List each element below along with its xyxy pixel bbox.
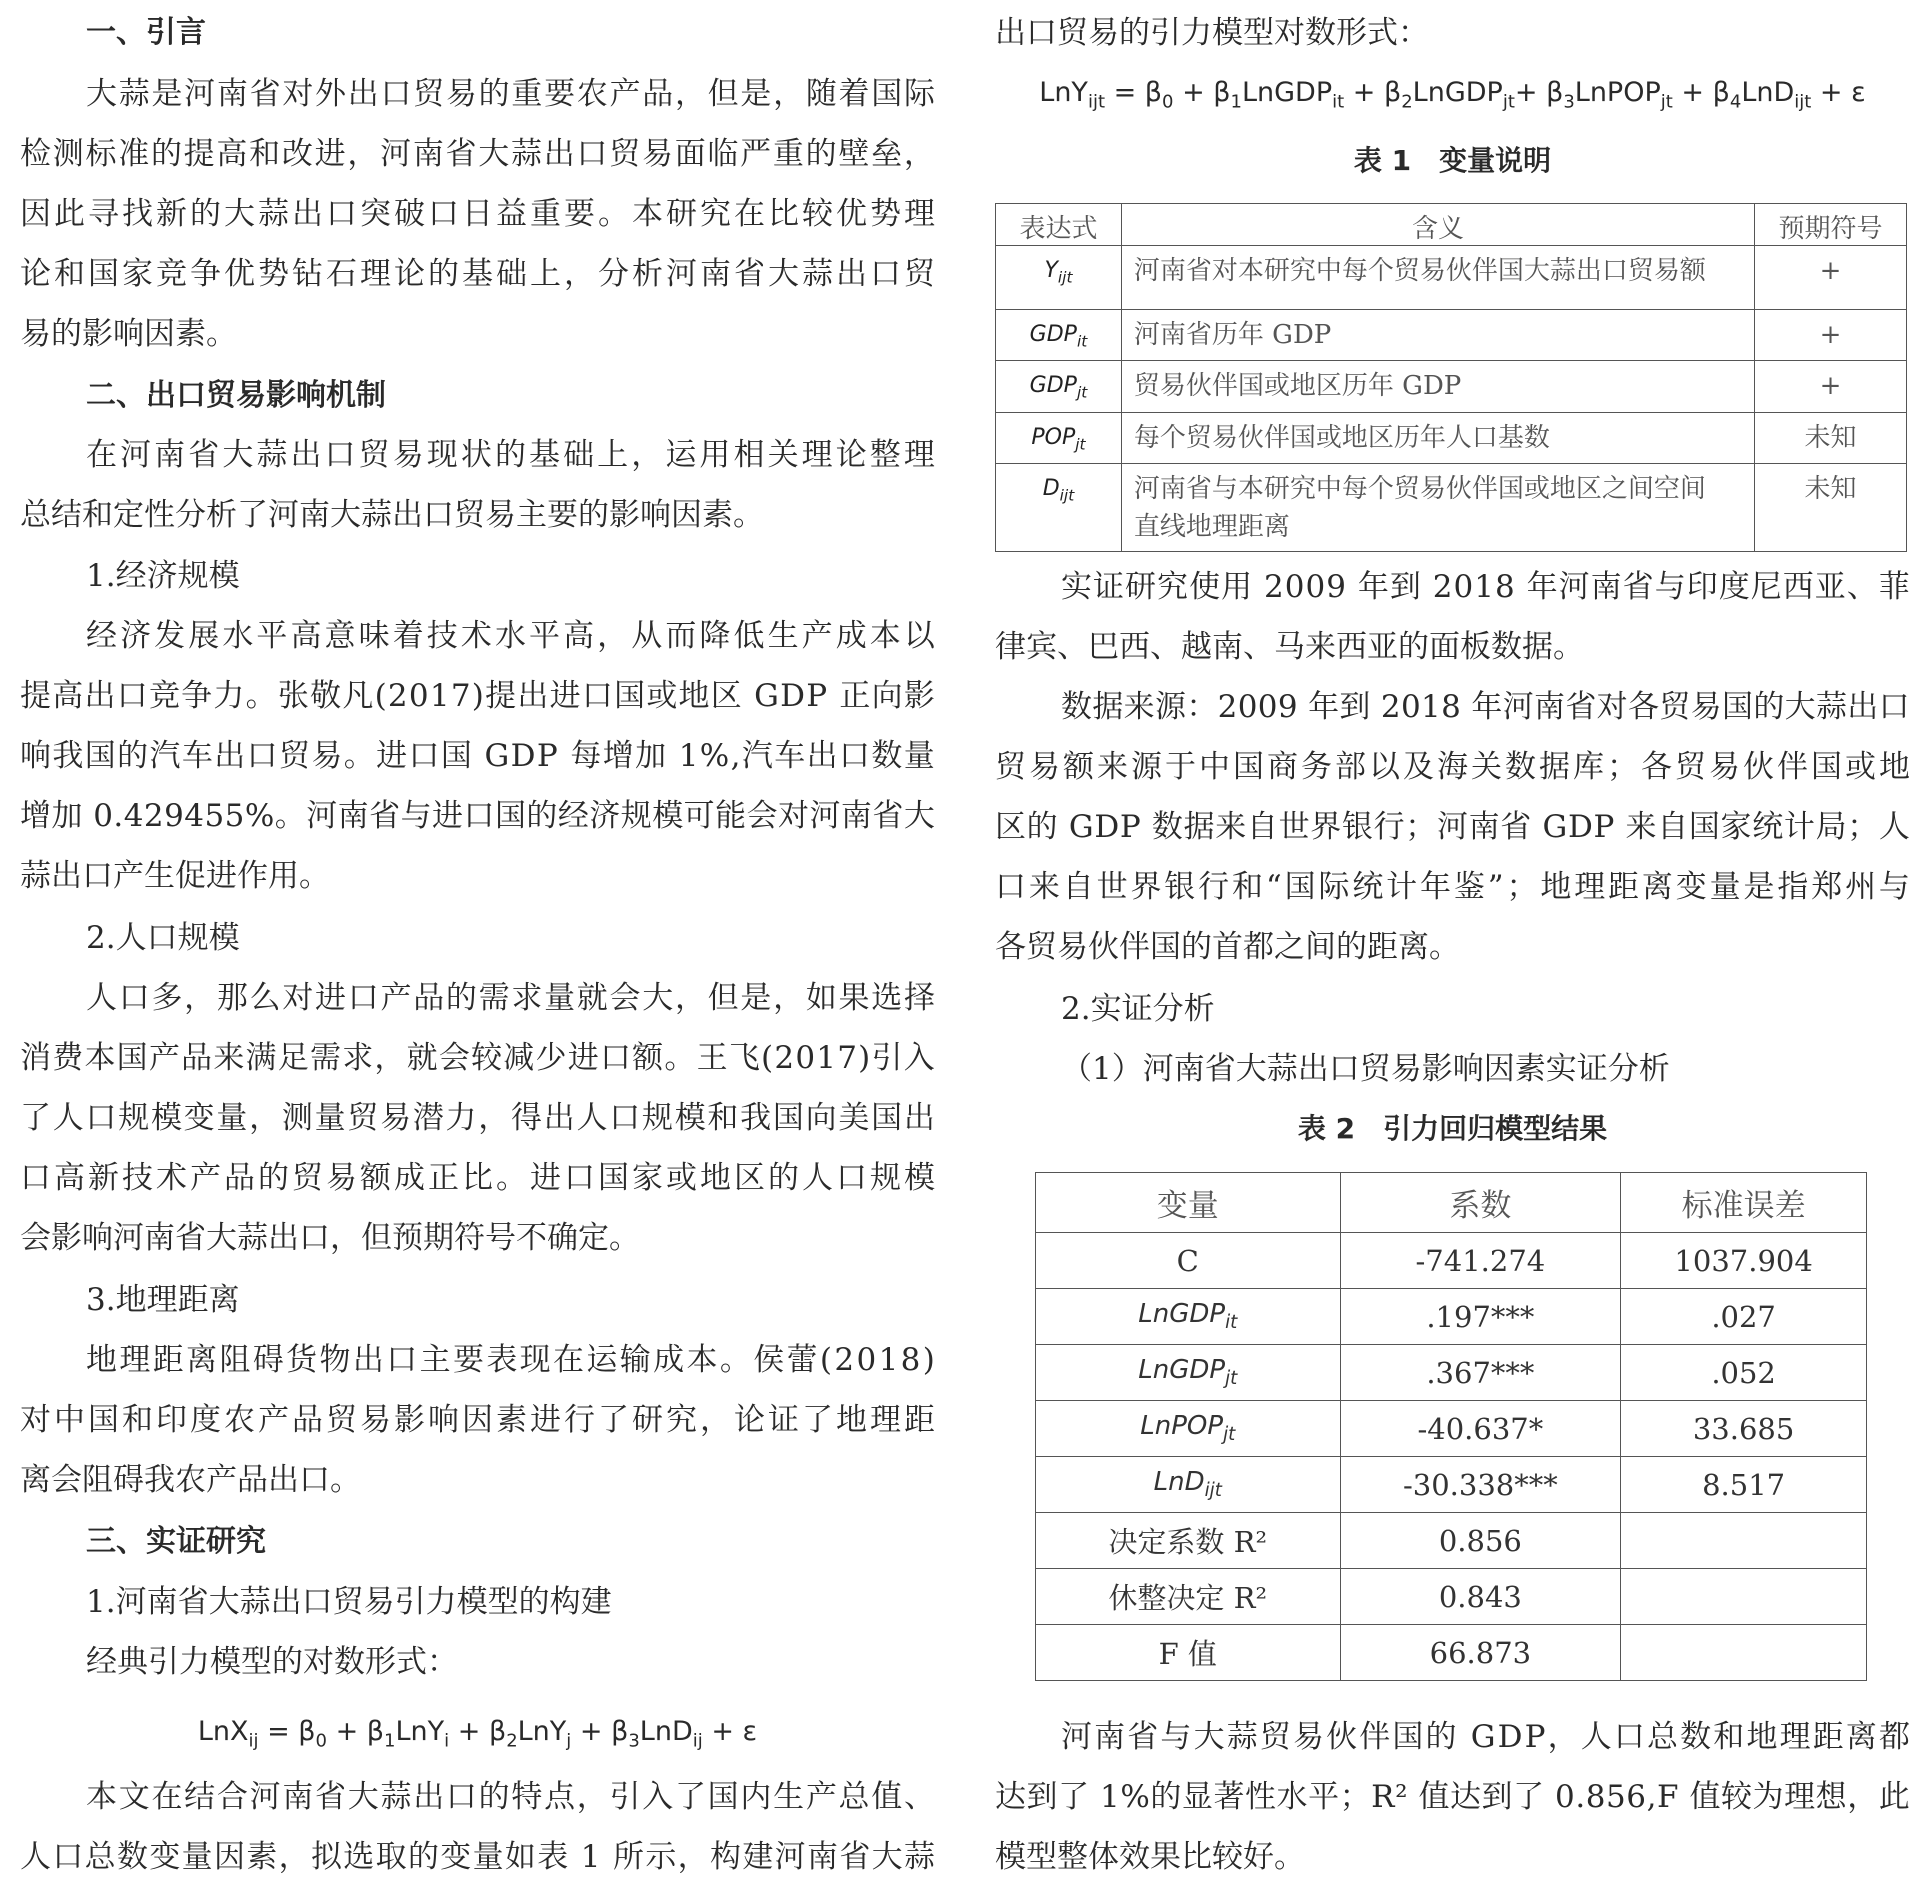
text-line: 易的影响因素。 bbox=[20, 316, 237, 352]
table-header-cell: 标准误差 bbox=[1621, 1173, 1867, 1233]
text-line: 贸 易 额 来 源 于 中 国 商 务 部 以 及 海 关 数 据 库 ； 各 贸 易 伙 伴 国 或 地 bbox=[995, 749, 1910, 785]
variable-cell: $GDP_{it}$ bbox=[996, 310, 1122, 361]
table-row bbox=[996, 310, 1907, 361]
table-header-cell: 系数 bbox=[1340, 1173, 1621, 1233]
text-line: 人 口 多 ， 那 么 对 进 口 产 品 的 需 求 量 就 会 大 ， 但 是 ， 如 果 选 择 bbox=[86, 980, 935, 1016]
table-row bbox=[1036, 1625, 1867, 1681]
subheading: （1）河南省大蒜出口贸易影响因素实证分析 bbox=[1061, 1051, 1670, 1087]
text-line: 河 南 省 与 大 蒜 贸 易 伙 伴 国 的 G D P ， 人 口 总 数 和 地 理 距 离 都 bbox=[1061, 1719, 1910, 1755]
table-header-row bbox=[1036, 1173, 1867, 1233]
text-line: 在 河 南 省 大 蒜 出 口 贸 易 现 状 的 基 础 上 ， 运 用 相 关 理 论 整 理 bbox=[86, 437, 935, 473]
text-line: 总结和定性分析了河南大蒜出口贸易主要的影响因素。 bbox=[20, 497, 764, 533]
variable-cell: LnGDP$_{jt}$ bbox=[1036, 1345, 1341, 1401]
text-line: 口 来 自 世 界 银 行 和 “ 国 际 统 计 年 鉴 ” ； 地 理 距 离 变 量 是 指 郑 州 与 bbox=[995, 869, 1910, 905]
std-error-cell: .027 bbox=[1621, 1289, 1867, 1345]
formula-henan-gravity: $LnY_{ijt} = \beta_0$ + $\beta_1LnGDP_{it}$ + $\beta_2LnGDP_{jt}+$ $\beta_3LnPOP_{jt} + \beta_4LnD_{ijt} + \varepsilon$ bbox=[1039, 77, 1866, 113]
text-line: 区 的 G D P 数 据 来 自 世 界 银 行 ； 河 南 省 G D P 来 自 国 家 统 计 局 ； 人 bbox=[995, 809, 1910, 845]
text-line: 出口贸易的引力模型对数形式： bbox=[995, 15, 1429, 51]
meaning-cell: 贸易伙伴国或地区历年 GDP bbox=[1121, 361, 1754, 412]
table-header-cell: 含义 bbox=[1121, 204, 1754, 246]
text-line: 数 据 来 源 ： 2 0 0 9 年 到 2 0 1 8 年 河 南 省 对 各 贸 易 国 的 大 蒜 出 口 bbox=[1061, 689, 1910, 725]
coefficient-cell: 0.843 bbox=[1340, 1569, 1621, 1625]
text-line: 大 蒜 是 河 南 省 对 外 出 口 贸 易 的 重 要 农 产 品 ， 但 是 ， 随 着 国 际 bbox=[86, 76, 935, 112]
section-heading-mechanism: 二、出口贸易影响机制 bbox=[86, 378, 386, 413]
variable-cell: LnD$_{ijt}$ bbox=[1036, 1457, 1341, 1513]
text-line: 经典引力模型的对数形式： bbox=[86, 1644, 458, 1680]
meaning-cell: 每个贸易伙伴国或地区历年人口基数 bbox=[1121, 412, 1754, 463]
section-heading-empirical: 三、实证研究 bbox=[86, 1524, 266, 1559]
table-header-cell: 预期符号 bbox=[1755, 204, 1907, 246]
coefficient-cell: -30.338*** bbox=[1340, 1457, 1621, 1513]
table-row bbox=[1036, 1569, 1867, 1625]
text-line: 了 人 口 规 模 变 量 ， 测 量 贸 易 潜 力 ， 得 出 人 口 规 模 和 我 国 向 美 国 出 bbox=[20, 1100, 935, 1136]
variable-cell: $GDP_{jt}$ bbox=[996, 361, 1122, 412]
text-line: 消 费 本 国 产 品 来 满 足 需 求 ， 就 会 较 减 少 进 口 额 。 王 飞 ( 2 0 1 7 ) 引 入 bbox=[20, 1040, 935, 1076]
sign-cell: 未知 bbox=[1755, 412, 1907, 463]
meaning-cell: 河南省历年 GDP bbox=[1121, 310, 1754, 361]
text-line: 提 高 出 口 竞 争 力 。 张 敬 凡 ( 2 0 1 7 ) 提 出 进 口 国 或 地 区 G D P 正 向 影 bbox=[20, 678, 935, 714]
text-line: 对 中 国 和 印 度 农 产 品 贸 易 影 响 因 素 进 行 了 研 究 ， 论 证 了 地 理 距 bbox=[20, 1402, 935, 1438]
table-row bbox=[1036, 1289, 1867, 1345]
text-line: 律宾、巴西、越南、马来西亚的面板数据。 bbox=[995, 629, 1584, 665]
formula-classic-gravity: $LnX_{ij} = \beta_0 + \beta_1LnY_i + \beta_2LnY_j + \beta_3LnD_{ij} + \varepsilon$ bbox=[197, 1716, 758, 1752]
variable-cell: $D_{ijt}$ bbox=[996, 464, 1122, 552]
subheading: 1.经济规模 bbox=[86, 558, 240, 594]
text-line: 因 此 寻 找 新 的 大 蒜 出 口 突 破 口 日 益 重 要 。 本 研 究 在 比 较 优 势 理 bbox=[20, 196, 935, 232]
table-header-cell: 变量 bbox=[1036, 1173, 1341, 1233]
text-line: 增 加 0 . 4 2 9 4 5 5 % 。 河 南 省 与 进 口 国 的 经 济 规 模 可 能 会 对 河 南 省 大 bbox=[20, 798, 935, 834]
text-line: 地 理 距 离 阻 碍 货 物 出 口 主 要 表 现 在 运 输 成 本 。 侯 蕾 ( 2 0 1 8 ) bbox=[86, 1342, 935, 1378]
table2-caption: 表 2 引力回归模型结果 bbox=[1297, 1112, 1608, 1145]
text-line: 论 和 国 家 竞 争 优 势 钻 石 理 论 的 基 础 上 ， 分 析 河 南 省 大 蒜 出 口 贸 bbox=[20, 256, 935, 292]
variable-cell: $Y_{ijt}$ bbox=[996, 246, 1122, 310]
table-row bbox=[1036, 1513, 1867, 1569]
text-line: 响 我 国 的 汽 车 出 口 贸 易 。 进 口 国 G D P 每 增 加 1 % , 汽 车 出 口 数 量 bbox=[20, 738, 935, 774]
coefficient-cell: -741.274 bbox=[1340, 1233, 1621, 1289]
std-error-cell bbox=[1621, 1513, 1867, 1569]
subheading: 3.地理距离 bbox=[86, 1282, 240, 1318]
variable-cell: F 值 bbox=[1036, 1625, 1341, 1681]
variable-cell: C bbox=[1036, 1233, 1341, 1289]
table-row bbox=[996, 246, 1907, 310]
section-heading-intro: 一、引言 bbox=[86, 15, 206, 50]
std-error-cell bbox=[1621, 1625, 1867, 1681]
table-row bbox=[1036, 1401, 1867, 1457]
table-row bbox=[996, 361, 1907, 412]
text-line: 经 济 发 展 水 平 高 意 味 着 技 术 水 平 高 ， 从 而 降 低 生 产 成 本 以 bbox=[86, 618, 935, 654]
subheading: 2.实证分析 bbox=[1061, 991, 1215, 1027]
variable-cell: 休整决定 R² bbox=[1036, 1569, 1341, 1625]
text-line: 检 测 标 准 的 提 高 和 改 进 ， 河 南 省 大 蒜 出 口 贸 易 面 临 严 重 的 壁 垒 ， bbox=[20, 136, 935, 172]
sign-cell: + bbox=[1755, 361, 1907, 412]
variable-cell: 决定系数 R² bbox=[1036, 1513, 1341, 1569]
variable-cell: LnGDP$_{it}$ bbox=[1036, 1289, 1341, 1345]
meaning-cell: 河南省对本研究中每个贸易伙伴国大蒜出口贸易额 bbox=[1121, 246, 1754, 310]
meaning-cell: 河南省与本研究中每个贸易伙伴国或地区之间空间 直线地理距离 bbox=[1121, 464, 1754, 552]
sign-cell: + bbox=[1755, 246, 1907, 310]
text-line: 达 到 了 1 % 的 显 著 性 水 平 ； R ² 值 达 到 了 0 . 8 5 6 , F 值 较 为 理 想 ， 此 bbox=[995, 1779, 1910, 1815]
text-line: 人 口 总 数 变 量 因 素 ， 拟 选 取 的 变 量 如 表 1 所 示 ， 构 建 河 南 省 大 蒜 bbox=[20, 1839, 935, 1875]
text-line: 蒜出口产生促进作用。 bbox=[20, 858, 330, 894]
coefficient-cell: 0.856 bbox=[1340, 1513, 1621, 1569]
table-header-cell: 表达式 bbox=[996, 204, 1122, 246]
std-error-cell: 8.517 bbox=[1621, 1457, 1867, 1513]
std-error-cell: 1037.904 bbox=[1621, 1233, 1867, 1289]
sign-cell: + bbox=[1755, 310, 1907, 361]
table-row bbox=[1036, 1233, 1867, 1289]
regression-results-table bbox=[1035, 1172, 1867, 1681]
sign-cell: 未知 bbox=[1755, 464, 1907, 552]
coefficient-cell: -40.637* bbox=[1340, 1401, 1621, 1457]
text-line: 离会阻碍我农产品出口。 bbox=[20, 1462, 361, 1498]
text-line: 本 文 在 结 合 河 南 省 大 蒜 出 口 的 特 点 ， 引 入 了 国 内 生 产 总 值 、 bbox=[86, 1779, 935, 1815]
table-row bbox=[996, 464, 1907, 552]
table-row bbox=[1036, 1457, 1867, 1513]
coefficient-cell: .367*** bbox=[1340, 1345, 1621, 1401]
table-header-row bbox=[996, 204, 1907, 246]
std-error-cell: 33.685 bbox=[1621, 1401, 1867, 1457]
text-line: 口 高 新 技 术 产 品 的 贸 易 额 成 正 比 。 进 口 国 家 或 地 区 的 人 口 规 模 bbox=[20, 1160, 935, 1196]
std-error-cell bbox=[1621, 1569, 1867, 1625]
variable-cell: LnPOP$_{jt}$ bbox=[1036, 1401, 1341, 1457]
table-row bbox=[996, 412, 1907, 463]
coefficient-cell: .197*** bbox=[1340, 1289, 1621, 1345]
text-line: 各贸易伙伴国的首都之间的距离。 bbox=[995, 929, 1460, 965]
text-line: 模型整体效果比较好。 bbox=[995, 1839, 1305, 1875]
table-row bbox=[1036, 1345, 1867, 1401]
variable-cell: $POP_{jt}$ bbox=[996, 412, 1122, 463]
subheading: 2.人口规模 bbox=[86, 920, 240, 956]
text-line: 会影响河南省大蒜出口，但预期符号不确定。 bbox=[20, 1220, 640, 1256]
subheading: 1.河南省大蒜出口贸易引力模型的构建 bbox=[86, 1584, 612, 1620]
coefficient-cell: 66.873 bbox=[1340, 1625, 1621, 1681]
variable-table bbox=[995, 203, 1907, 552]
text-line: 实 证 研 究 使 用 2 0 0 9 年 到 2 0 1 8 年 河 南 省 与 印 度 尼 西 亚 、 菲 bbox=[1061, 569, 1910, 605]
table1-caption: 表 1 变量说明 bbox=[1353, 144, 1552, 177]
std-error-cell: .052 bbox=[1621, 1345, 1867, 1401]
